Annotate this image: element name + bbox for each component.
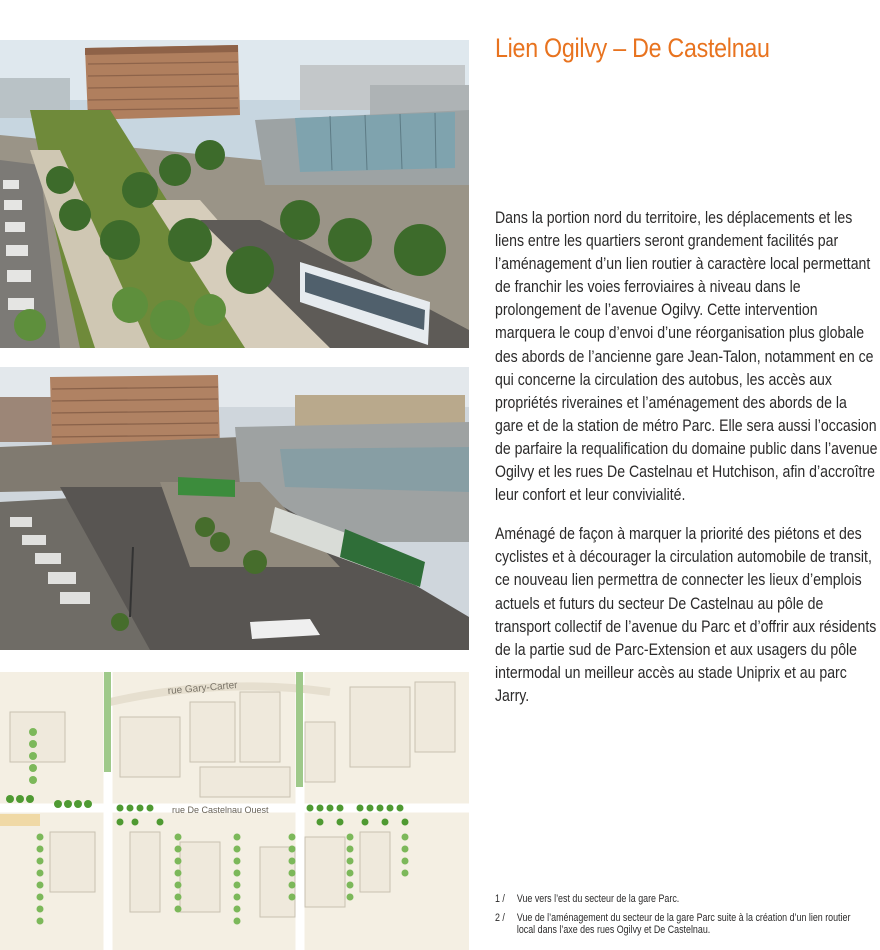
paragraph: Aménagé de façon à marquer la priorité des piétons et des cyclistes et à décourager la circulation automobile de transit, ce nouveau lien permettra de connecter les lieux d’emplois actuels et futurs du secteur De Castelnau au pôle de transport collectif de l’avenue du Parc et d’offrir aux résidents de la partie sud de Parc-Extension et aux usagers du pôle intermodal un meilleur accès au stade Uniprix et au parc Jarry. <box>495 525 877 705</box>
aerial-photo-illustration <box>0 367 469 650</box>
caption-number: 2 / <box>495 911 505 924</box>
site-plan-map <box>0 672 469 950</box>
paragraph: Dans la portion nord du territoire, les déplacements et les liens entre les quartiers seront grandement facilités par l’aménagement d’un lien routier à caractère local permettant de franchir les voies ferroviaires à niveau dans le prolongement de l’avenue Ogilvy. Cette intervention marquera le coup d’envoi d’une réorganisation plus globale des abords de l’ancienne gare Jean-Talon, notamment en ce qui concerne la circulation des autobus, les accès aux propriétés riveraines et l’aménagement des abords de la gare et de la station de métro Parc. Elle sera aussi l’occasion de parfaire la requalification du domaine public dans l’avenue Ogilvy et les rues De Castelnau et Hutchison, afin d’accroître leur confort et leur convivialité. <box>495 209 878 505</box>
body-text <box>495 207 879 724</box>
captions <box>495 893 858 943</box>
caption-text: Vue de l’aménagement du secteur de la gare Parc suite à la création d’un lien routier local dans l’axe des rues Ogilvy et De Castelnau. <box>516 911 851 936</box>
map-label-street-2: rue De Castelnau Ouest <box>172 805 269 815</box>
page-title: Lien Ogilvy – De Castelnau <box>495 33 770 63</box>
caption-text: Vue vers l’est du secteur de la gare Parc. <box>516 893 680 905</box>
map-label-street-1: rue Gary-Carter <box>167 679 239 697</box>
caption-number: 1 / <box>495 893 505 905</box>
aerial-photo-existing <box>0 367 469 650</box>
text-column <box>495 0 880 950</box>
caption-1 <box>495 893 858 906</box>
caption-2 <box>495 912 858 937</box>
aerial-rendering-illustration <box>0 40 469 348</box>
aerial-rendering-image <box>0 40 469 348</box>
site-plan-illustration <box>0 672 469 950</box>
